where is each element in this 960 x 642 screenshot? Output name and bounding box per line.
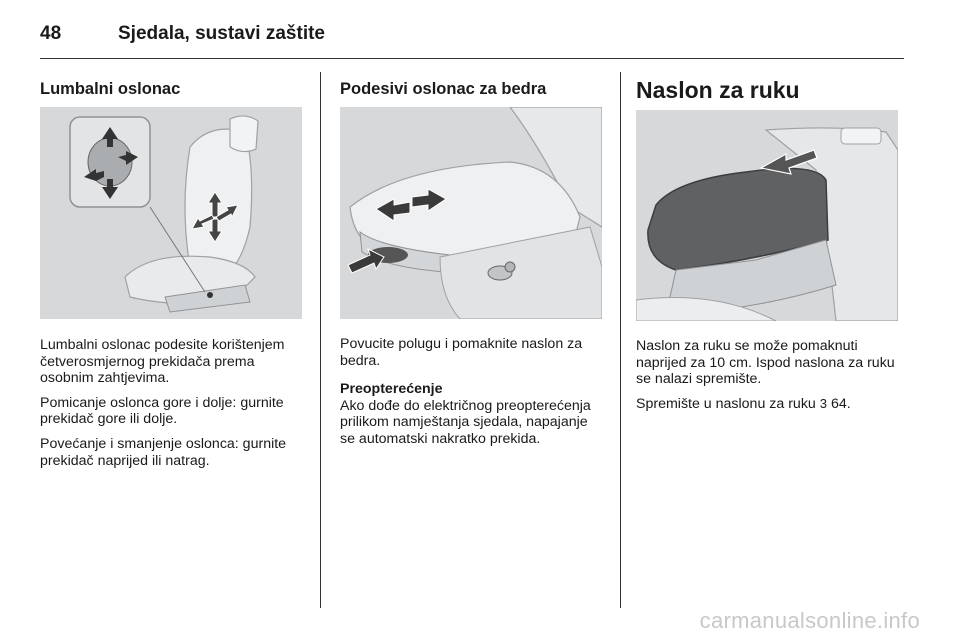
lumbar-paragraph-2: Pomicanje oslonca gore i dolje: gurnite prekidač gore ili dolje. <box>40 394 284 428</box>
section-heading-thigh-support: Podesivi oslonac za bedra <box>340 80 547 98</box>
column-armrest <box>636 72 904 412</box>
thigh-support-paragraph: Povucite polugu i pomaknite naslon za bedra. <box>340 336 583 369</box>
page-reference-icon: 3 <box>819 395 827 411</box>
thigh-support-illustration <box>340 107 602 319</box>
section-heading-armrest: Naslon za ruku <box>636 77 800 103</box>
page-header <box>40 18 325 50</box>
section-heading-lumbar: Lumbalni oslonac <box>40 80 181 98</box>
overload-heading: Preopterećenje <box>340 381 443 398</box>
armrest-reference <box>636 396 904 413</box>
overload-paragraph: Ako dođe do električnog preopterećenja prilikom namještanja sjedala, napajanje se automatski nakratko prekida. <box>340 397 591 447</box>
column-lumbar-support <box>40 72 310 469</box>
armrest-reference-text: Spremište u naslonu za ruku <box>636 395 816 412</box>
watermark: carmanualsonline.info <box>699 608 920 633</box>
column-divider-2 <box>620 72 621 608</box>
header-rule <box>40 58 904 59</box>
armrest-paragraph: Naslon za ruku se može pomaknuti naprijed za 10 cm. Ispod naslona za ruku se nalazi spremište. <box>636 338 895 388</box>
lumbar-seat-illustration <box>40 107 302 319</box>
armrest-illustration <box>636 110 898 321</box>
page-number: 48 <box>40 23 62 44</box>
lumbar-paragraph-1: Lumbalni oslonac podesite korištenjem četverosmjernog prekidača prema osobnim zahtjevima. <box>40 337 285 387</box>
chapter-title: Sjedala, sustavi zaštite <box>118 23 325 44</box>
lumbar-paragraph-3: Povećanje i smanjenje oslonca: gurnite prekidač naprijed ili natrag. <box>40 435 287 469</box>
column-thigh-support <box>340 72 605 448</box>
armrest-reference-page[interactable]: 64. <box>830 395 851 412</box>
column-divider-1 <box>320 72 321 608</box>
